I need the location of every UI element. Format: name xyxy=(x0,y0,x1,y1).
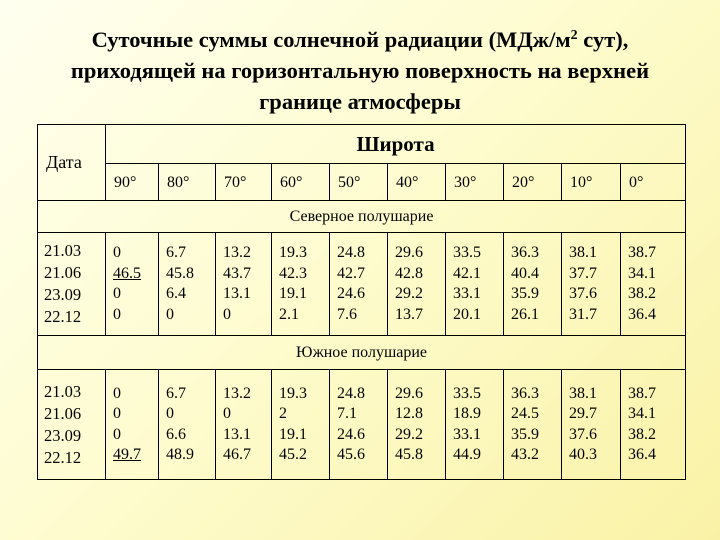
value-cell xyxy=(562,233,621,336)
radiation-value: 38.1 xyxy=(569,384,597,402)
radiation-value: 45.2 xyxy=(279,446,307,463)
radiation-value: 46.5 xyxy=(113,264,141,282)
radiation-value: 36.3 xyxy=(511,384,539,402)
value-cell xyxy=(272,370,330,480)
radiation-value: 44.9 xyxy=(453,446,481,463)
radiation-value: 34.1 xyxy=(628,264,656,282)
latitude-cell: 70° xyxy=(216,164,272,201)
north-hemisphere-row xyxy=(38,201,686,233)
latitude-cell: 20° xyxy=(504,164,562,201)
page-title xyxy=(20,24,700,117)
radiation-value: 24.8 xyxy=(337,384,365,402)
value-cell xyxy=(106,370,159,480)
radiation-value: 46.7 xyxy=(223,446,251,463)
radiation-value: 36.3 xyxy=(511,244,539,261)
title-line-1: Суточные суммы солнечной радиации ($МДж/м^2$ сут), xyxy=(91,27,629,52)
radiation-value: 7.6 xyxy=(337,305,357,323)
radiation-value: 36.4 xyxy=(628,305,656,323)
radiation-value: 31.7 xyxy=(569,305,597,323)
radiation-value: 18.9 xyxy=(453,405,481,422)
radiation-value: 45.6 xyxy=(337,446,365,463)
radiation-value: 6.7 xyxy=(166,244,186,261)
radiation-value: 33.1 xyxy=(453,425,481,443)
latitude-cell: 80° xyxy=(159,164,216,201)
radiation-value: 24.6 xyxy=(337,285,365,302)
value-cell xyxy=(330,233,388,336)
radiation-value: 38.2 xyxy=(628,425,656,443)
radiation-value: 13.1 xyxy=(223,425,251,443)
latitude-cell: 40° xyxy=(388,164,446,201)
value-cell xyxy=(446,370,504,480)
date-label: 21.06 xyxy=(44,263,82,282)
radiation-value: 20.1 xyxy=(453,305,481,323)
radiation-value: 6.7 xyxy=(166,384,186,402)
date-label: 22.12 xyxy=(44,307,82,326)
radiation-value: 37.7 xyxy=(569,264,597,282)
latitude-cell: 90° xyxy=(106,164,159,201)
radiation-value: 19.1 xyxy=(279,425,307,443)
north-data-row xyxy=(38,233,686,336)
radiation-value: 13.2 xyxy=(223,384,251,402)
radiation-value: 13.7 xyxy=(395,305,423,323)
radiation-value: 48.9 xyxy=(166,446,194,463)
date-label: 22.12 xyxy=(44,447,82,467)
radiation-value: 29.7 xyxy=(569,405,597,422)
radiation-value: 0 xyxy=(113,405,121,422)
radiation-value: 0 xyxy=(113,285,121,302)
radiation-value: 0 xyxy=(113,384,121,402)
value-cell xyxy=(504,233,562,336)
radiation-value: 45.8 xyxy=(395,446,423,463)
radiation-value: 26.1 xyxy=(511,305,539,323)
date-label: 23.09 xyxy=(44,285,82,304)
north-hemisphere-label: Северное полушарие xyxy=(38,201,686,233)
value-cell xyxy=(504,370,562,480)
radiation-value: 38.2 xyxy=(628,285,656,302)
radiation-value: 42.8 xyxy=(395,264,423,282)
dates-cell xyxy=(38,233,106,336)
latitude-cell: 30° xyxy=(446,164,504,201)
radiation-value: 38.7 xyxy=(628,244,656,261)
radiation-value: 19.3 xyxy=(279,244,307,261)
date-label: 21.03 xyxy=(44,241,82,260)
radiation-value: 40.4 xyxy=(511,264,539,282)
title-line-3: границе атмосферы xyxy=(259,89,461,114)
value-cell xyxy=(388,370,446,480)
radiation-value: 42.7 xyxy=(337,264,365,282)
radiation-value: 43.2 xyxy=(511,446,539,463)
radiation-value: 0 xyxy=(113,244,121,261)
radiation-value: 33.5 xyxy=(453,244,481,261)
latitude-cell: 0° xyxy=(621,164,686,201)
header-row xyxy=(38,125,686,164)
radiation-value: 13.2 xyxy=(223,244,251,261)
radiation-value: 7.1 xyxy=(337,405,357,422)
radiation-value: 42.1 xyxy=(453,264,481,282)
value-cell xyxy=(621,233,686,336)
value-cell xyxy=(272,233,330,336)
dates-cell xyxy=(38,370,106,480)
value-cell xyxy=(216,233,272,336)
radiation-value: 29.2 xyxy=(395,425,423,443)
south-data-row xyxy=(38,370,686,480)
value-cell xyxy=(159,370,216,480)
radiation-value: 33.1 xyxy=(453,285,481,302)
value-cell xyxy=(446,233,504,336)
radiation-value: 2 xyxy=(279,405,287,422)
radiation-value: 45.8 xyxy=(166,264,194,282)
radiation-value: 0 xyxy=(223,305,231,323)
date-label: 21.06 xyxy=(44,403,82,423)
radiation-value: 38.7 xyxy=(628,384,656,402)
latitude-header: Широта xyxy=(106,125,686,164)
latitude-cell: 10° xyxy=(562,164,621,201)
radiation-value: 13.1 xyxy=(223,285,251,302)
latitude-cell: 50° xyxy=(330,164,388,201)
radiation-value: 19.1 xyxy=(279,285,307,302)
radiation-value: 0 xyxy=(113,305,121,323)
south-hemisphere-row xyxy=(38,336,686,370)
radiation-value: 0 xyxy=(113,425,121,443)
date-label: 23.09 xyxy=(44,425,82,445)
radiation-table xyxy=(37,124,686,480)
radiation-value: 33.5 xyxy=(453,384,481,402)
radiation-value: 40.3 xyxy=(569,446,597,463)
value-cell xyxy=(562,370,621,480)
value-cell xyxy=(216,370,272,480)
radiation-value: 2.1 xyxy=(279,305,299,323)
radiation-value: 24.8 xyxy=(337,244,365,261)
radiation-value: 19.3 xyxy=(279,384,307,402)
radiation-value: 49.7 xyxy=(113,446,141,463)
radiation-value: 24.6 xyxy=(337,425,365,443)
radiation-value: 43.7 xyxy=(223,264,251,282)
value-cell xyxy=(159,233,216,336)
radiation-value: 6.4 xyxy=(166,285,186,302)
date-header: Дата xyxy=(38,125,106,201)
value-cell xyxy=(106,233,159,336)
radiation-value: 0 xyxy=(166,405,174,422)
radiation-value: 6.6 xyxy=(166,425,186,443)
radiation-value: 29.6 xyxy=(395,244,423,261)
radiation-value: 24.5 xyxy=(511,405,539,422)
radiation-value: 35.9 xyxy=(511,285,539,302)
radiation-value: 36.4 xyxy=(628,446,656,463)
radiation-value: 42.3 xyxy=(279,264,307,282)
radiation-value: 29.6 xyxy=(395,384,423,402)
radiation-value: 38.1 xyxy=(569,244,597,261)
radiation-value: 0 xyxy=(166,305,174,323)
value-cell xyxy=(621,370,686,480)
title-line-2: приходящей на горизонтальную поверхность на верхней xyxy=(70,58,650,83)
latitude-cell: 60° xyxy=(272,164,330,201)
radiation-value: 34.1 xyxy=(628,405,656,422)
radiation-value: 37.6 xyxy=(569,285,597,302)
radiation-value: 35.9 xyxy=(511,425,539,443)
radiation-value: 37.6 xyxy=(569,425,597,443)
date-label: 21.03 xyxy=(44,381,82,401)
radiation-value: 0 xyxy=(223,405,231,422)
value-cell xyxy=(388,233,446,336)
value-cell xyxy=(330,370,388,480)
radiation-value: 12.8 xyxy=(395,405,423,422)
latitude-row xyxy=(38,164,686,201)
radiation-value: 29.2 xyxy=(395,285,423,302)
south-hemisphere-label: Южное полушарие xyxy=(38,336,686,370)
